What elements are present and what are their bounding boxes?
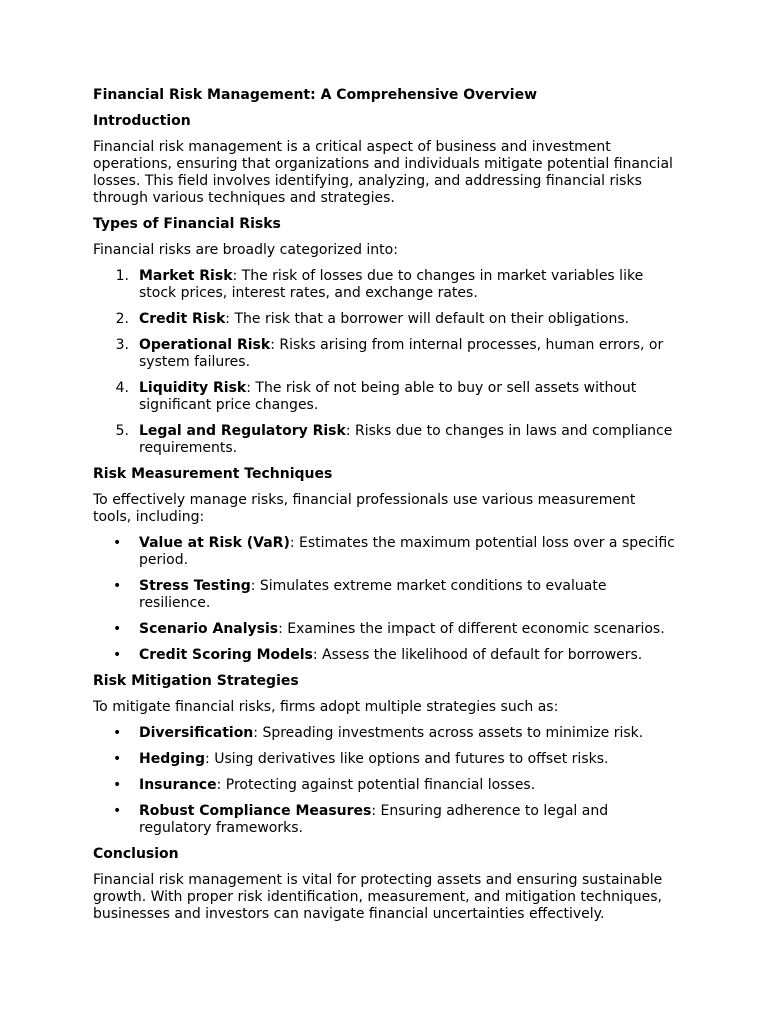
list-item	[93, 380, 678, 414]
document-title: Financial Risk Management: A Comprehensive Overview	[93, 87, 538, 103]
list-item-term: Credit Risk	[139, 311, 226, 327]
list-number: 3.	[115, 337, 129, 353]
list-item	[93, 621, 678, 638]
section-heading-mitigation: Risk Mitigation Strategies	[93, 673, 299, 689]
list-item-description: : Risks arising from internal processes, human errors, or system failures.	[139, 337, 664, 370]
section-introduction	[93, 113, 678, 207]
section-mitigation	[93, 673, 678, 837]
paragraph-introduction: Financial risk management is a critical aspect of business and investment operations, ensuring that organizations and individuals mitigate potential financial losses. This field involves identifying, analyzing, and addressing financial risks through various techniques and strategies.	[93, 139, 673, 206]
list-item-description: : Examines the impact of different economic scenarios.	[278, 621, 665, 637]
list-item-description: : Protecting against potential financial losses.	[216, 777, 536, 793]
list-item-term: Legal and Regulatory Risk	[139, 423, 346, 439]
list-item-term: Diversification	[139, 725, 254, 741]
paragraph-conclusion: Financial risk management is vital for protecting assets and ensuring sustainable growth. With proper risk identification, measurement, and mitigation techniques, businesses and investors can navigate financial uncertainties effectively.	[93, 872, 663, 922]
list-item-description: : The risk of not being able to buy or sell assets without significant price changes.	[139, 380, 637, 413]
list-item-description: : Risks due to changes in laws and compliance requirements.	[139, 423, 673, 456]
list-item	[93, 268, 678, 302]
list-item	[93, 725, 678, 742]
list-item	[93, 647, 678, 664]
list-item	[93, 751, 678, 768]
list-item-term: Insurance	[139, 777, 217, 793]
list-item	[93, 777, 678, 794]
section-measurement	[93, 466, 678, 664]
bullet-icon: •	[113, 751, 122, 767]
list-item-term: Stress Testing	[139, 578, 251, 594]
bullet-icon: •	[113, 725, 122, 741]
paragraph-measurement-lead: To effectively manage risks, financial professionals use various measurement tools, including:	[93, 492, 636, 525]
bullet-icon: •	[113, 578, 122, 594]
list-number: 2.	[115, 311, 129, 327]
bullet-icon: •	[113, 777, 122, 793]
section-heading-introduction: Introduction	[93, 113, 191, 129]
list-item-description: : The risk that a borrower will default on their obligations.	[225, 311, 630, 327]
list-item-description: : Using derivatives like options and futures to offset risks.	[205, 751, 609, 767]
list-item-term: Operational Risk	[139, 337, 271, 353]
bullet-icon: •	[113, 535, 122, 551]
bullet-list-measurement	[93, 535, 678, 664]
list-item-description: : Estimates the maximum potential loss over a specific period.	[139, 535, 675, 568]
list-item-term: Market Risk	[139, 268, 233, 284]
paragraph-types-lead: Financial risks are broadly categorized into:	[93, 242, 398, 258]
list-item	[93, 578, 678, 612]
list-item-term: Value at Risk (VaR)	[139, 535, 290, 551]
list-number: 1.	[115, 268, 129, 284]
section-heading-conclusion: Conclusion	[93, 846, 179, 862]
list-item	[93, 337, 678, 371]
list-item-term: Liquidity Risk	[139, 380, 247, 396]
list-item-description: : The risk of losses due to changes in market variables like stock prices, interest rates, and exchange rates.	[139, 268, 644, 301]
section-types	[93, 216, 678, 457]
section-heading-types: Types of Financial Risks	[93, 216, 281, 232]
list-item-term: Credit Scoring Models	[139, 647, 313, 663]
list-item	[93, 423, 678, 457]
list-item-description: : Spreading investments across assets to minimize risk.	[253, 725, 644, 741]
list-item-term: Scenario Analysis	[139, 621, 279, 637]
section-conclusion	[93, 846, 678, 923]
list-item	[93, 535, 678, 569]
list-item	[93, 803, 678, 837]
bullet-icon: •	[113, 803, 122, 819]
bullet-icon: •	[113, 647, 122, 663]
list-item-description: : Ensuring adherence to legal and regulatory frameworks.	[139, 803, 609, 836]
list-item-description: : Simulates extreme market conditions to evaluate resilience.	[139, 578, 607, 611]
list-number: 4.	[115, 380, 129, 396]
list-item	[93, 311, 678, 328]
section-heading-measurement: Risk Measurement Techniques	[93, 466, 333, 482]
list-item-description: : Assess the likelihood of default for borrowers.	[312, 647, 643, 663]
bullet-icon: •	[113, 621, 122, 637]
list-item-term: Robust Compliance Measures	[139, 803, 372, 819]
list-number: 5.	[115, 423, 129, 439]
paragraph-mitigation-lead: To mitigate financial risks, firms adopt multiple strategies such as:	[93, 699, 559, 715]
bullet-list-mitigation	[93, 725, 678, 837]
list-item-term: Hedging	[139, 751, 206, 767]
numbered-list-risk-types	[93, 268, 678, 457]
